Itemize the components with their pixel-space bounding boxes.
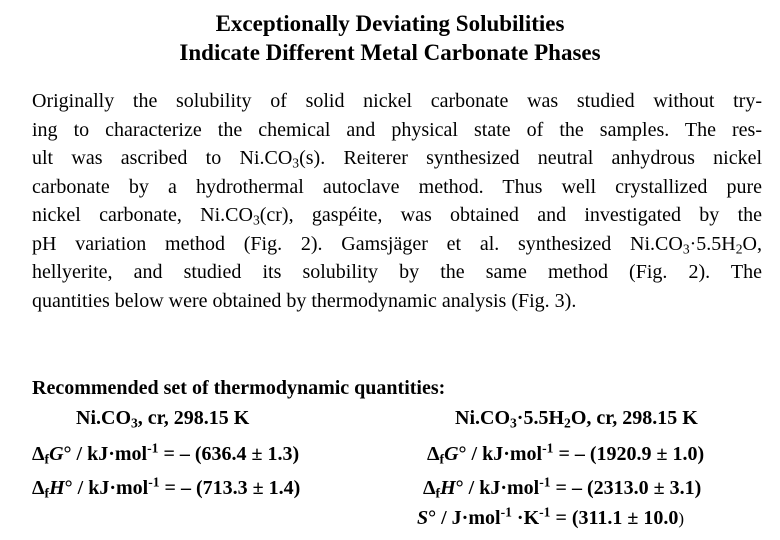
left-enthalpy	[32, 475, 300, 501]
unit: ° / kJ·mol	[63, 443, 148, 465]
text-run: pH variation method (Fig. 2). Gamsjäger et al. synthesized Ni.CO	[32, 232, 683, 255]
text-run: ult was ascribed to Ni.CO	[32, 147, 293, 169]
superscript: -1	[147, 440, 159, 456]
text-run: nickel carbonate, Ni.CO	[32, 204, 253, 226]
subscript: f	[44, 451, 50, 467]
symbol: H	[440, 477, 456, 499]
paragraph-line-8: quantities below were obtained by thermodynamic analysis (Fig. 3).	[32, 289, 577, 312]
value: = – (636.4 ± 1.3)	[158, 443, 300, 465]
value: = – (1920.9 ± 1.0)	[553, 443, 705, 465]
superscript: -1	[539, 474, 551, 490]
unit: ° / J·mol	[428, 507, 501, 529]
title-line-1: Exceptionally Deviating Solubilities	[215, 11, 565, 36]
text-run: Ni.CO	[76, 407, 131, 429]
right-gibbs-energy	[427, 441, 704, 467]
value: = – (713.3 ± 1.4)	[159, 477, 301, 499]
text-run: ·5.5H	[516, 407, 565, 429]
unit: ° / kJ·mol	[458, 443, 543, 465]
text-run: (s). Reiterer synthesized neutral anhydrous nickel	[299, 147, 762, 169]
subscript: 3	[131, 415, 138, 431]
paragraph-line-6	[32, 230, 762, 259]
text-run: , cr, 298.15 K	[137, 407, 250, 429]
text-run: Ni.CO	[455, 407, 510, 429]
paragraph-line-4: carbonate by a hydrothermal autoclave method. Thus well crystallized pure	[32, 175, 762, 198]
subscript: 2	[735, 240, 743, 256]
symbol: G	[49, 443, 64, 465]
subscript: 3	[292, 155, 300, 171]
delta-symbol: Δ	[423, 477, 436, 499]
superscript: -1	[542, 440, 554, 456]
subscript: f	[435, 485, 441, 501]
subscript: f	[439, 451, 445, 467]
delta-symbol: Δ	[32, 443, 45, 465]
superscript: -1	[500, 504, 512, 520]
subscript: 3	[510, 415, 517, 431]
recommended-heading: Recommended set of thermodynamic quantities:	[32, 377, 446, 399]
delta-symbol: Δ	[427, 443, 440, 465]
paragraph-line-3	[32, 144, 762, 173]
unit: ° / kJ·mol	[455, 477, 540, 499]
body-paragraph	[32, 87, 762, 315]
text-run: O,	[742, 232, 762, 255]
paragraph-line-1: Originally the solubility of solid nickel carbonate was studied without try-	[32, 90, 762, 112]
title-line-2: Indicate Different Metal Carbonate Phases	[179, 40, 601, 65]
subscript: 3	[252, 212, 260, 228]
superscript: -1	[148, 474, 160, 490]
text-run: ·5.5H	[689, 232, 736, 255]
subscript: 2	[564, 415, 571, 431]
superscript: -1	[539, 504, 551, 520]
delta-symbol: Δ	[32, 477, 45, 499]
paragraph-line-2: ing to characterize the chemical and physical state of the samples. The res-	[32, 118, 762, 141]
right-phase-label	[455, 405, 698, 431]
slide-title	[0, 9, 780, 67]
symbol: S	[417, 507, 429, 529]
text-run: O, cr, 298.15 K	[570, 407, 698, 429]
value: = (311.1 ± 10.0	[550, 507, 679, 529]
paragraph-line-7: hellyerite, and studied its solubility by the same method (Fig. 2). The	[32, 261, 762, 283]
unit: ·K	[511, 507, 540, 529]
unit: ° / kJ·mol	[64, 477, 149, 499]
left-gibbs-energy	[32, 441, 299, 467]
subscript: f	[44, 485, 50, 501]
subscript: 3	[682, 240, 690, 256]
symbol: G	[444, 443, 459, 465]
right-enthalpy	[423, 475, 701, 501]
paragraph-line-5	[32, 201, 762, 230]
text-run: (cr), gaspéite, was obtained and investigated by the	[259, 204, 762, 226]
closing-paren: )	[678, 509, 685, 528]
right-entropy	[417, 505, 684, 532]
value: = – (2313.0 ± 3.1)	[550, 477, 702, 499]
left-phase-label	[76, 405, 249, 431]
symbol: H	[49, 477, 65, 499]
